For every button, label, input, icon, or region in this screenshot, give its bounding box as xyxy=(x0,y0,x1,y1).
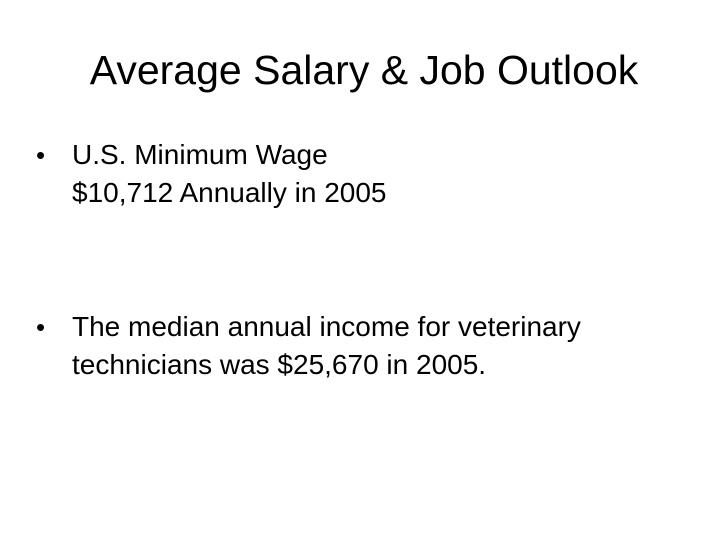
bullet-item-minimum-wage xyxy=(36,136,696,212)
bullet-list xyxy=(36,136,696,384)
bullet-item-median-income xyxy=(36,308,696,384)
bullet-line: technicians was $25,670 in 2005. xyxy=(72,349,487,380)
bullet-dot-icon: • xyxy=(36,140,46,170)
bullet-line: U.S. Minimum Wage xyxy=(72,139,328,170)
slide-title: Average Salary & Job Outlook xyxy=(89,47,639,93)
bullet-line: $10,712 Annually in 2005 xyxy=(72,177,387,208)
bullet-line: The median annual income for veterinary xyxy=(72,311,581,342)
bullet-dot-icon: • xyxy=(36,312,46,342)
